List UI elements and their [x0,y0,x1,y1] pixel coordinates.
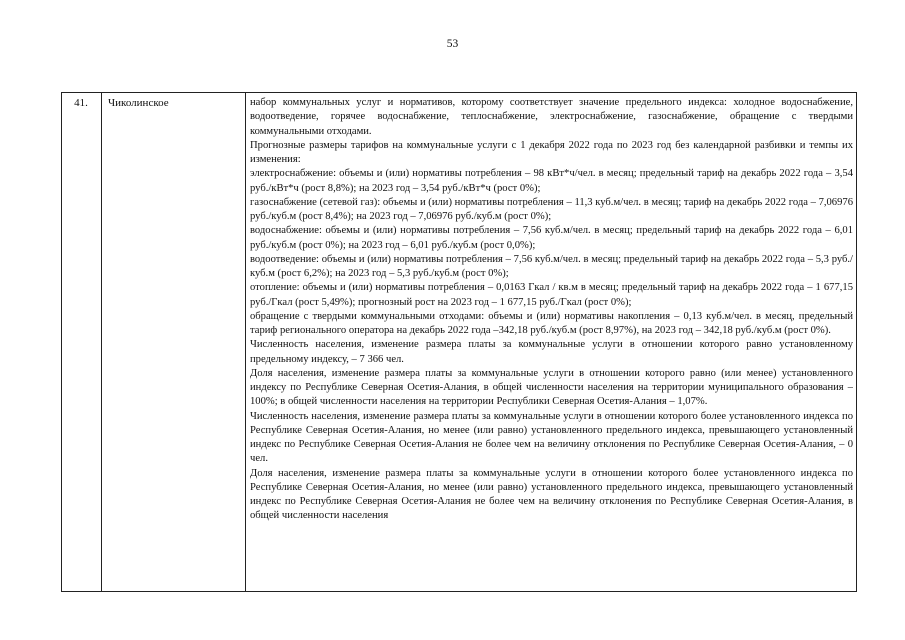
column-separator [101,93,102,591]
row-index-cell: 41. [74,97,88,109]
column-separator [245,93,246,591]
paragraph-share-above: Доля населения, изменение размера платы за коммунальные услуги в отношении которого более установленного индекса по Республике Северная Осетия-Алания, но менее (или равно) установленного предельного индекса, превышающего установленный индекс по Республике Северная Осетия-Алания не более чем на величину отклонения по Республике Северная Осетия-Алания, в общей численности населения [250,467,853,522]
paragraph-share-equal: Доля населения, изменение размера платы за коммунальные услуги в отношении которого равно (или менее) установленного индексу по Республике Северная Осетия-Алания, в общей численности населения на территории муниципального образования – 100%; в общей численности населения на территории Республики Северная Осетия-Алания – 1,07%. [250,367,853,408]
paragraph-water-disposal: водоотведение: объемы и (или) нормативы потребления – 7,56 куб.м/чел. в месяц; предельный тариф на декабрь 2022 года – 5,3 руб./куб.м (рост 6,2%); на 2023 год – 5,3 руб./куб.м (рост 0%); [250,253,853,279]
paragraph-electricity: электроснабжение: объемы и (или) нормативы потребления – 98 кВт*ч/чел. в месяц; предельный тариф на декабрь 2022 года – 3,54 руб./кВт*ч (рост 8,8%); на 2023 год – 3,54 руб./кВт*ч (рост 0%); [250,168,853,194]
paragraph-water-supply: водоснабжение: объемы и (или) нормативы потребления – 7,56 куб.м/чел. в месяц; предельный тариф на декабрь 2022 года – 6,01 руб./куб.м (рост 0%); на 2023 год – 6,01 руб./куб.м (рост 0,0%); [250,225,853,251]
paragraph-heating: отопление: объемы и (или) нормативы потребления – 0,0163 Гкал / кв.м в месяц; предельный тариф на декабрь 2022 года – 1 677,15 руб./Гкал (рост 5,49%); прогнозный рост на 2023 год – 1 677,15 руб./Гкал (рост 0%); [250,282,853,308]
paragraph-population-above: Численность населения, изменение размера платы за коммунальные услуги в отношении которого более установленного индекса по Республике Северная Осетия-Алания, но менее (или равно) установленного предельного индекса, превышающего установленный индекс по Республике Северная Осетия-Алания не более чем на величину отклонения по Республике Северная Осетия-Алания, – 0 чел. [250,410,853,465]
paragraph-solid-waste: обращение с твердыми коммунальными отходами: объемы и (или) нормативы накопления – 0,13 куб.м/чел. в месяц, предельный тариф регионального оператора на декабрь 2022 года –342,18 руб./куб.м (рост 8,97%), на 2023 год – 342,18 руб./куб.м (рост 0%). [250,310,853,336]
settlement-name-cell: Чиколинское [108,97,169,109]
paragraph-population-equal: Численность населения, изменение размера платы за коммунальные услуги в отношении которого равно установленному предельному индексу, – 7 366 чел. [250,339,853,365]
paragraph-forecast-intro: Прогнозные размеры тарифов на коммунальные услуги с 1 декабря 2022 года по 2023 год без календарной разбивки и темпы их изменения: [250,139,853,165]
description-cell [250,96,853,590]
paragraph-gas: газоснабжение (сетевой газ): объемы и (или) нормативы потребления – 11,3 куб.м/чел. в месяц; тариф на декабрь 2022 года – 7,06976 руб./куб.м (рост 8,4%); на 2023 год – 7,06976 руб./куб.м (рост 0%); [250,196,853,222]
tariff-table [61,92,857,592]
page-number: 53 [446,38,459,50]
paragraph-utility-set: набор коммунальных услуг и нормативов, которому соответствует значение предельного индекса: холодное водоснабжение, водоотведение, горячее водоснабжение, теплоснабжение, электроснабжение, газоснабжение, обращение с твердыми коммунальными отходами. [250,97,853,137]
